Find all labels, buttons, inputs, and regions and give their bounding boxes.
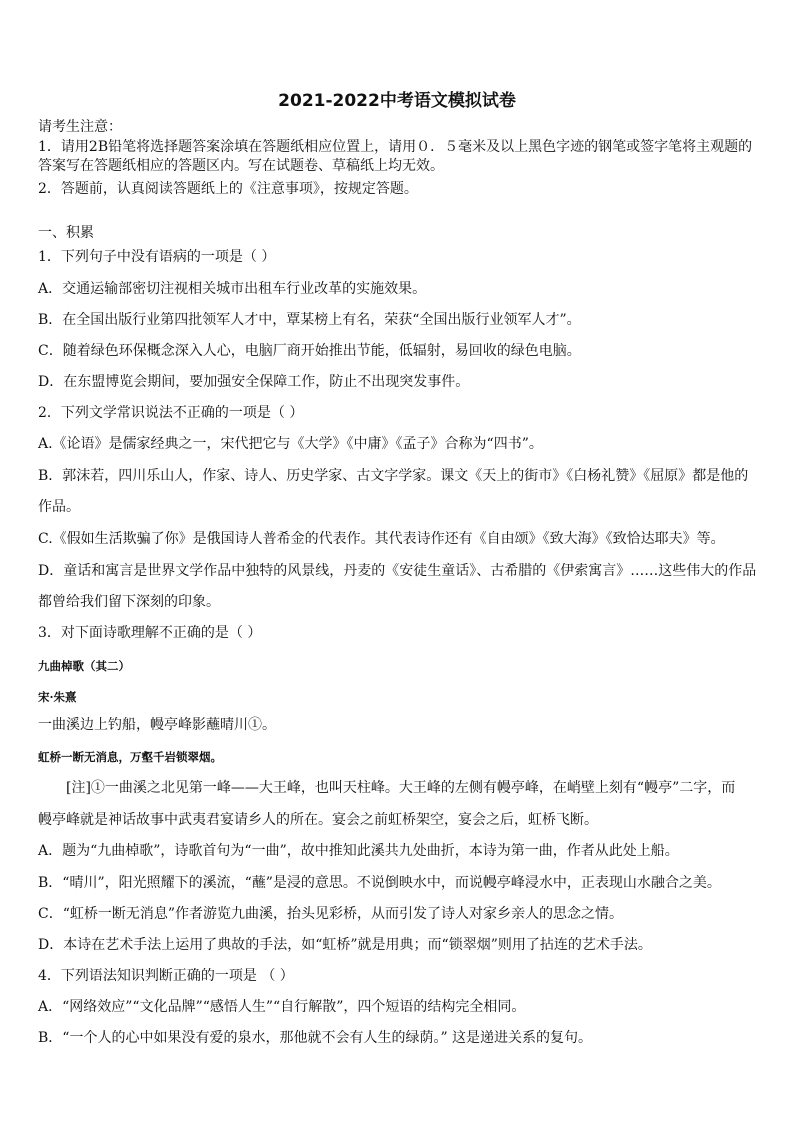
notice-heading: 请考生注意： <box>38 119 122 135</box>
notice-item-2: 2．答题前，认真阅读答题纸上的《注意事项》，按规定答题。 <box>38 181 418 197</box>
section-heading: 一、积累 <box>38 225 94 241</box>
question-1-option-c: C．随着绿色环保概念深入人心，电脑厂商开始推出节能，低辐射，易回收的绿色电脑。 <box>38 343 581 359</box>
question-2-option-a: A.《论语》是儒家经典之一，宋代把它与《大学》《中庸》《孟子》合称为“四书”。 <box>38 436 543 452</box>
question-1-option-d: D．在东盟博览会期间，要加强安全保障工作，防止不出现突发事件。 <box>38 374 470 390</box>
question-1-option-b: B．在全国出版行业第四批领军人才中，覃某榜上有名，荣获“全国出版行业领军人才”。 <box>38 312 581 328</box>
poem-note: [注]①一曲溪之北见第一峰——大王峰，也叫天柱峰。大王峰的左侧有幔亭峰，在峭壁上刻有“幔亭”二字，而 <box>66 780 736 796</box>
exam-title: 2021-2022中考语文模拟试卷 <box>278 91 516 111</box>
poem-line-2: 虹桥一断无消息，万壑千岩锁翠烟。 <box>38 750 222 764</box>
poem-line-1: 一曲溪边上钓船，幔亭峰影蘸晴川①。 <box>38 717 276 733</box>
question-2-stem: 2．下列文学常识说法不正确的一项是（ ） <box>38 405 304 421</box>
poem-title: 九曲棹歌（其二） <box>38 659 130 673</box>
question-3-stem: 3．对下面诗歌理解不正确的是（ ） <box>38 625 262 641</box>
question-3-option-c: C．“虹桥一断无消息”作者游览九曲溪，抬头见彩桥，从而引发了诗人对家乡亲人的思念之情。 <box>38 906 624 922</box>
question-1-stem: 1．下列句子中没有语病的一项是（ ） <box>38 249 276 265</box>
poem-note-cont: 幔亭峰就是神话故事中武夷君宴请乡人的所在。宴会之前虹桥架空，宴会之后，虹桥飞断。 <box>38 812 598 828</box>
question-4-option-a: A．“网络效应”“文化品牌”“感悟人生”“自行解散”，四个短语的结构完全相同。 <box>38 999 526 1015</box>
question-4-stem: 4．下列语法知识判断正确的一项是 （ ） <box>38 968 294 984</box>
notice-item-1: 1．请用2B铅笔将选择题答案涂填在答题纸相应位置上，请用０．５毫米及以上黑色字迹的钢笔或签字笔将主观题的答案写在答题纸相应的答题区内。写在试题卷、草稿纸上均无效。 <box>38 139 753 174</box>
poem-author: 宋·朱熹 <box>38 690 77 704</box>
question-4-option-b: B．“一个人的心中如果没有爱的泉水，那他就不会有人生的绿荫。” 这是递进关系的复句。 <box>38 1030 593 1046</box>
question-2-option-c: C.《假如生活欺骗了你》是俄国诗人普希金的代表作。其代表诗作还有《自由颂》《致大海》《致恰达耶夫》等。 <box>38 531 725 547</box>
question-2-option-b: B．郭沫若，四川乐山人，作家、诗人、历史学家、古文字学家。课文《天上的街市》《白杨礼赞》《屈原》都是他的 <box>38 468 749 484</box>
question-1-option-a: A．交通运输部密切注视相关城市出租车行业改革的实施效果。 <box>38 281 427 297</box>
question-3-option-d: D．本诗在艺术手法上运用了典故的手法，如“虹桥”就是用典；而“锁翠烟”则用了拈连的艺术手法。 <box>38 937 652 953</box>
question-2-option-d: D．童话和寓言是世界文学作品中独特的风景线，丹麦的《安徒生童话》、古希腊的《伊索寓言》……这些伟大的作品 <box>38 563 757 579</box>
question-2-option-b-cont: 作品。 <box>38 499 80 515</box>
question-3-option-b: B．“晴川”，阳光照耀下的溪流，“蘸”是浸的意思。不说倒映水中，而说幔亭峰浸水中，正表现山水融合之美。 <box>38 875 721 891</box>
question-3-option-a: A．题为“九曲棹歌”，诗歌首句为“一曲”，故中推知此溪共九处曲折，本诗为第一曲，作者从此处上船。 <box>38 843 679 859</box>
question-2-option-d-cont: 都曾给我们留下深刻的印象。 <box>38 594 220 610</box>
